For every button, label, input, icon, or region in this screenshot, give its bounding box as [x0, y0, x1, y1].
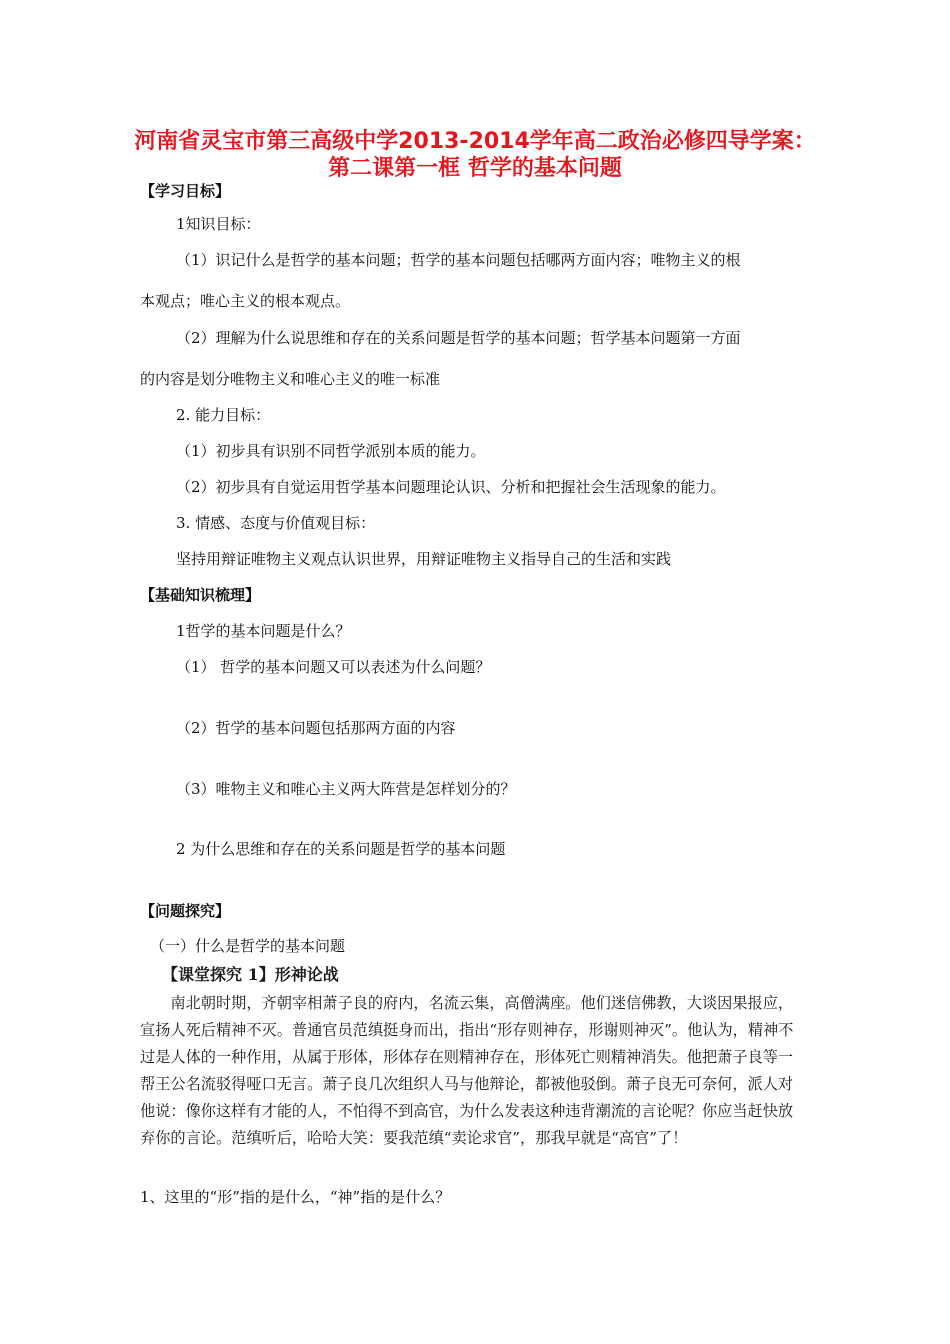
knowledge-goal-2a: （2）理解为什么说思维和存在的关系问题是哲学的基本问题；哲学基本问题第一方面 [176, 329, 741, 347]
basics-question-1-3: （3）唯物主义和唯心主义两大阵营是怎样划分的？ [176, 780, 516, 798]
knowledge-goal-1b: 本观点；唯心主义的根本观点。 [140, 292, 351, 310]
explore-subheading-1: （一）什么是哲学的基本问题 [150, 937, 346, 955]
explore-heading: 【问题探究】 [140, 902, 231, 920]
ability-goal-label: 2. 能力目标： [176, 406, 271, 424]
knowledge-goal-label: 1知识目标： [176, 215, 261, 233]
basics-heading: 【基础知识梳理】 [140, 586, 261, 604]
basics-question-1-2: （2）哲学的基本问题包括那两方面的内容 [176, 719, 456, 737]
knowledge-goal-1a: （1）识记什么是哲学的基本问题；哲学的基本问题包括哪两方面内容；唯物主义的根 [176, 251, 741, 269]
ability-goal-1: （1）初步具有识别不同哲学派别本质的能力。 [176, 442, 486, 460]
document-title-line1: 河南省灵宝市第三高级中学2013-2014学年高二政治必修四导学案： [134, 129, 816, 154]
goals-heading: 【学习目标】 [140, 182, 231, 200]
basics-question-2: 2 为什么思维和存在的关系问题是哲学的基本问题 [176, 840, 506, 858]
basics-question-1-1: （1） 哲学的基本问题又可以表述为什么问题？ [176, 658, 491, 676]
class-exploration-title: 【课堂探究 1】形神论战 [162, 965, 339, 984]
ability-goal-2: （2）初步具有自觉运用哲学基本问题理论认识、分析和把握社会生活现象的能力。 [176, 478, 726, 496]
knowledge-goal-2b: 的内容是划分唯物主义和唯心主义的唯一标准 [140, 370, 441, 388]
class-exploration-passage [140, 960, 820, 1168]
class-exploration-text: 南北朝时期，齐朝宰相萧子良的府内，名流云集，高僧满座。他们迷信佛教，大谈因果报应，宣扬人死后精神不灭。普通官员范缜挺身而出，指出“形存则神存，形谢则神灭”。他认为，精神不过是人体的一种作用，从属于形体，形体存在则精神存在，形体死亡则精神消失。他把萧子良等一帮王公名流驳得哑口无言。萧子良几次组织人马与他辩论，都被他驳倒。萧子良无可奈何，派人对他说：像你这样有才能的人，不怕得不到高官，为什么发表这种违背潮流的言论呢？你应当赶快放弃你的言论。范缜听后，哈哈大笑：要我范缜“卖论求官”，那我早就是“高官”了！ [140, 994, 794, 1147]
emotion-goal-label: 3. 情感、态度与价值观目标： [176, 514, 376, 532]
basics-question-1: 1哲学的基本问题是什么？ [176, 622, 351, 640]
explore-question-1: 1、这里的“形”指的是什么，“神”指的是什么？ [140, 1188, 451, 1206]
document-title-line2: 第二课第一框 哲学的基本问题 [328, 156, 622, 181]
emotion-goal-text: 坚持用辩证唯物主义观点认识世界，用辩证唯物主义指导自己的生活和实践 [176, 550, 672, 568]
